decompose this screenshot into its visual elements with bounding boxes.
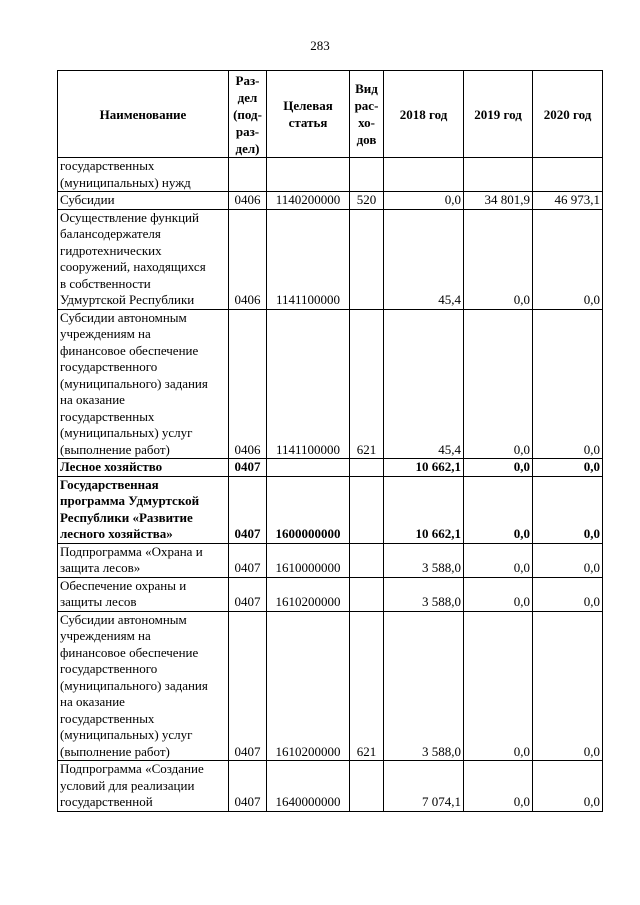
- cell-name-line: государственных: [60, 158, 155, 173]
- header-expense: [350, 71, 384, 158]
- cell-name-line: гидротехнических: [60, 242, 162, 258]
- cell-2019: 0,0: [464, 476, 533, 543]
- header-target-line: Целевая: [283, 98, 333, 113]
- cell-section: 0407: [229, 761, 267, 812]
- cell-name-line: (выполнение работ): [60, 743, 170, 759]
- cell-2020: 0,0: [533, 459, 603, 477]
- cell-2019: 0,0: [464, 761, 533, 812]
- cell-2018: 3 588,0: [384, 577, 464, 611]
- cell-name-line: финансовое обеспечение: [60, 644, 199, 660]
- cell-name-line: условий для реализации: [60, 777, 195, 793]
- table-row: [58, 192, 603, 210]
- cell-name-line: сооружений, находящихся: [60, 259, 206, 274]
- header-row: [58, 71, 603, 158]
- header-expense-line: Вид: [355, 81, 378, 96]
- cell-name-line: Субсидии автономным: [60, 309, 187, 325]
- header-section-line: (под-: [233, 106, 262, 122]
- cell-name: [58, 611, 229, 761]
- cell-expense: 621: [350, 309, 384, 459]
- cell-2019: 0,0: [464, 543, 533, 577]
- cell-2020: 0,0: [533, 577, 603, 611]
- cell-target: 1610200000: [267, 611, 350, 761]
- table-row: [58, 577, 603, 611]
- cell-2018: 45,4: [384, 209, 464, 309]
- cell-section: 0407: [229, 476, 267, 543]
- cell-name-line: государственных: [60, 710, 155, 726]
- cell-name-line: на оказание: [60, 392, 125, 407]
- cell-2018: 0,0: [384, 192, 464, 210]
- cell-name-line: Государственная: [60, 476, 159, 492]
- cell-name-line: Субсидии: [60, 192, 115, 207]
- cell-2020: 0,0: [533, 209, 603, 309]
- cell-target: 1141100000: [267, 209, 350, 309]
- cell-name-line: защиты лесов: [60, 594, 137, 609]
- cell-name-line: программа Удмуртской: [60, 493, 200, 508]
- cell-expense: [350, 577, 384, 611]
- cell-name: [58, 577, 229, 611]
- cell-name-line: (муниципальных) услуг: [60, 727, 193, 742]
- cell-expense: [350, 158, 384, 192]
- cell-2019: 0,0: [464, 577, 533, 611]
- header-section-line: дел): [235, 140, 260, 156]
- cell-2019: 0,0: [464, 459, 533, 477]
- header-name: Наименование: [58, 71, 229, 158]
- cell-section: 0407: [229, 459, 267, 477]
- cell-section: 0406: [229, 209, 267, 309]
- cell-2020: 0,0: [533, 476, 603, 543]
- header-section: [229, 71, 267, 158]
- header-target: [267, 71, 350, 158]
- table-row: [58, 761, 603, 812]
- cell-name-line: Подпрограмма «Охрана и: [60, 543, 203, 559]
- cell-name-line: Удмуртской Республики: [60, 292, 195, 307]
- cell-target: [267, 158, 350, 192]
- cell-section: 0406: [229, 192, 267, 210]
- table-row: [58, 158, 603, 192]
- cell-name-line: защита лесов»: [60, 560, 141, 575]
- cell-2018: 3 588,0: [384, 543, 464, 577]
- table-row: [58, 543, 603, 577]
- cell-name: [58, 209, 229, 309]
- cell-2018: [384, 158, 464, 192]
- cell-section: [229, 158, 267, 192]
- cell-2019: 0,0: [464, 611, 533, 761]
- header-expense-line: дов: [356, 132, 377, 147]
- header-2020: 2020 год: [533, 71, 603, 158]
- cell-name-line: в собственности: [60, 275, 151, 291]
- cell-2018: 45,4: [384, 309, 464, 459]
- cell-name-line: (муниципального) задания: [60, 375, 208, 391]
- cell-name-line: Лесное хозяйство: [60, 459, 163, 474]
- cell-target: 1610200000: [267, 577, 350, 611]
- table-row: [58, 209, 603, 309]
- cell-name: [58, 761, 229, 812]
- cell-name-line: Подпрограмма «Создание: [60, 761, 204, 776]
- cell-name-line: Субсидии автономным: [60, 611, 187, 627]
- cell-name: [58, 158, 229, 192]
- cell-name-line: учреждениям на: [60, 628, 151, 643]
- cell-2019: 0,0: [464, 209, 533, 309]
- cell-target: 1141100000: [267, 309, 350, 459]
- cell-name-line: учреждениям на: [60, 326, 151, 341]
- cell-2020: 46 973,1: [533, 192, 603, 210]
- cell-expense: [350, 543, 384, 577]
- cell-expense: [350, 476, 384, 543]
- cell-2020: 0,0: [533, 761, 603, 812]
- cell-name-line: (муниципального) задания: [60, 677, 208, 693]
- cell-name-line: Республики «Развитие: [60, 509, 193, 525]
- page-number: 283: [310, 38, 330, 53]
- cell-2020: 0,0: [533, 611, 603, 761]
- cell-2018: 10 662,1: [384, 459, 464, 477]
- cell-name-line: (муниципальных) услуг: [60, 425, 193, 440]
- cell-2020: 0,0: [533, 543, 603, 577]
- table-row: [58, 309, 603, 459]
- cell-section: 0407: [229, 577, 267, 611]
- cell-section: 0407: [229, 611, 267, 761]
- cell-2019: 0,0: [464, 309, 533, 459]
- cell-2020: [533, 158, 603, 192]
- cell-2019: 34 801,9: [464, 192, 533, 210]
- cell-expense: [350, 761, 384, 812]
- cell-expense: 520: [350, 192, 384, 210]
- cell-2018: 10 662,1: [384, 476, 464, 543]
- cell-name-line: государственного: [60, 661, 158, 676]
- cell-name-line: финансовое обеспечение: [60, 342, 199, 358]
- cell-2019: [464, 158, 533, 192]
- header-2018: 2018 год: [384, 71, 464, 158]
- cell-target: 1600000000: [267, 476, 350, 543]
- table-row: [58, 459, 603, 477]
- header-target-line: статья: [288, 115, 328, 130]
- cell-name-line: (муниципальных) нужд: [60, 174, 191, 190]
- header-section-line: дел: [237, 89, 258, 105]
- cell-target: 1140200000: [267, 192, 350, 210]
- cell-name-line: государственного: [60, 359, 158, 374]
- cell-name-line: Обеспечение охраны и: [60, 577, 187, 593]
- table-body: [58, 158, 603, 812]
- cell-target: 1610000000: [267, 543, 350, 577]
- table-row: [58, 476, 603, 543]
- header-expense-line: хо-: [358, 115, 375, 130]
- header-section-line: Раз-: [235, 72, 260, 88]
- table-row: [58, 611, 603, 761]
- cell-section: 0407: [229, 543, 267, 577]
- cell-name: [58, 543, 229, 577]
- cell-name: [58, 459, 229, 477]
- cell-2020: 0,0: [533, 309, 603, 459]
- header-2019: 2019 год: [464, 71, 533, 158]
- cell-name-line: Осуществление функций: [60, 209, 199, 225]
- cell-name-line: балансодержателя: [60, 226, 161, 241]
- cell-name-line: государственной: [60, 794, 153, 809]
- cell-expense: [350, 459, 384, 477]
- cell-name: [58, 192, 229, 210]
- header-section-line: раз-: [235, 123, 260, 139]
- cell-name-line: государственных: [60, 408, 155, 424]
- cell-expense: 621: [350, 611, 384, 761]
- budget-table: [57, 70, 603, 812]
- cell-name: [58, 309, 229, 459]
- cell-name-line: лесного хозяйства»: [60, 526, 173, 541]
- header-expense-line: рас-: [354, 98, 379, 113]
- cell-2018: 7 074,1: [384, 761, 464, 812]
- cell-target: 1640000000: [267, 761, 350, 812]
- cell-2018: 3 588,0: [384, 611, 464, 761]
- cell-expense: [350, 209, 384, 309]
- cell-section: 0406: [229, 309, 267, 459]
- cell-name-line: (выполнение работ): [60, 441, 170, 457]
- cell-name-line: на оказание: [60, 694, 125, 709]
- cell-target: [267, 459, 350, 477]
- cell-name: [58, 476, 229, 543]
